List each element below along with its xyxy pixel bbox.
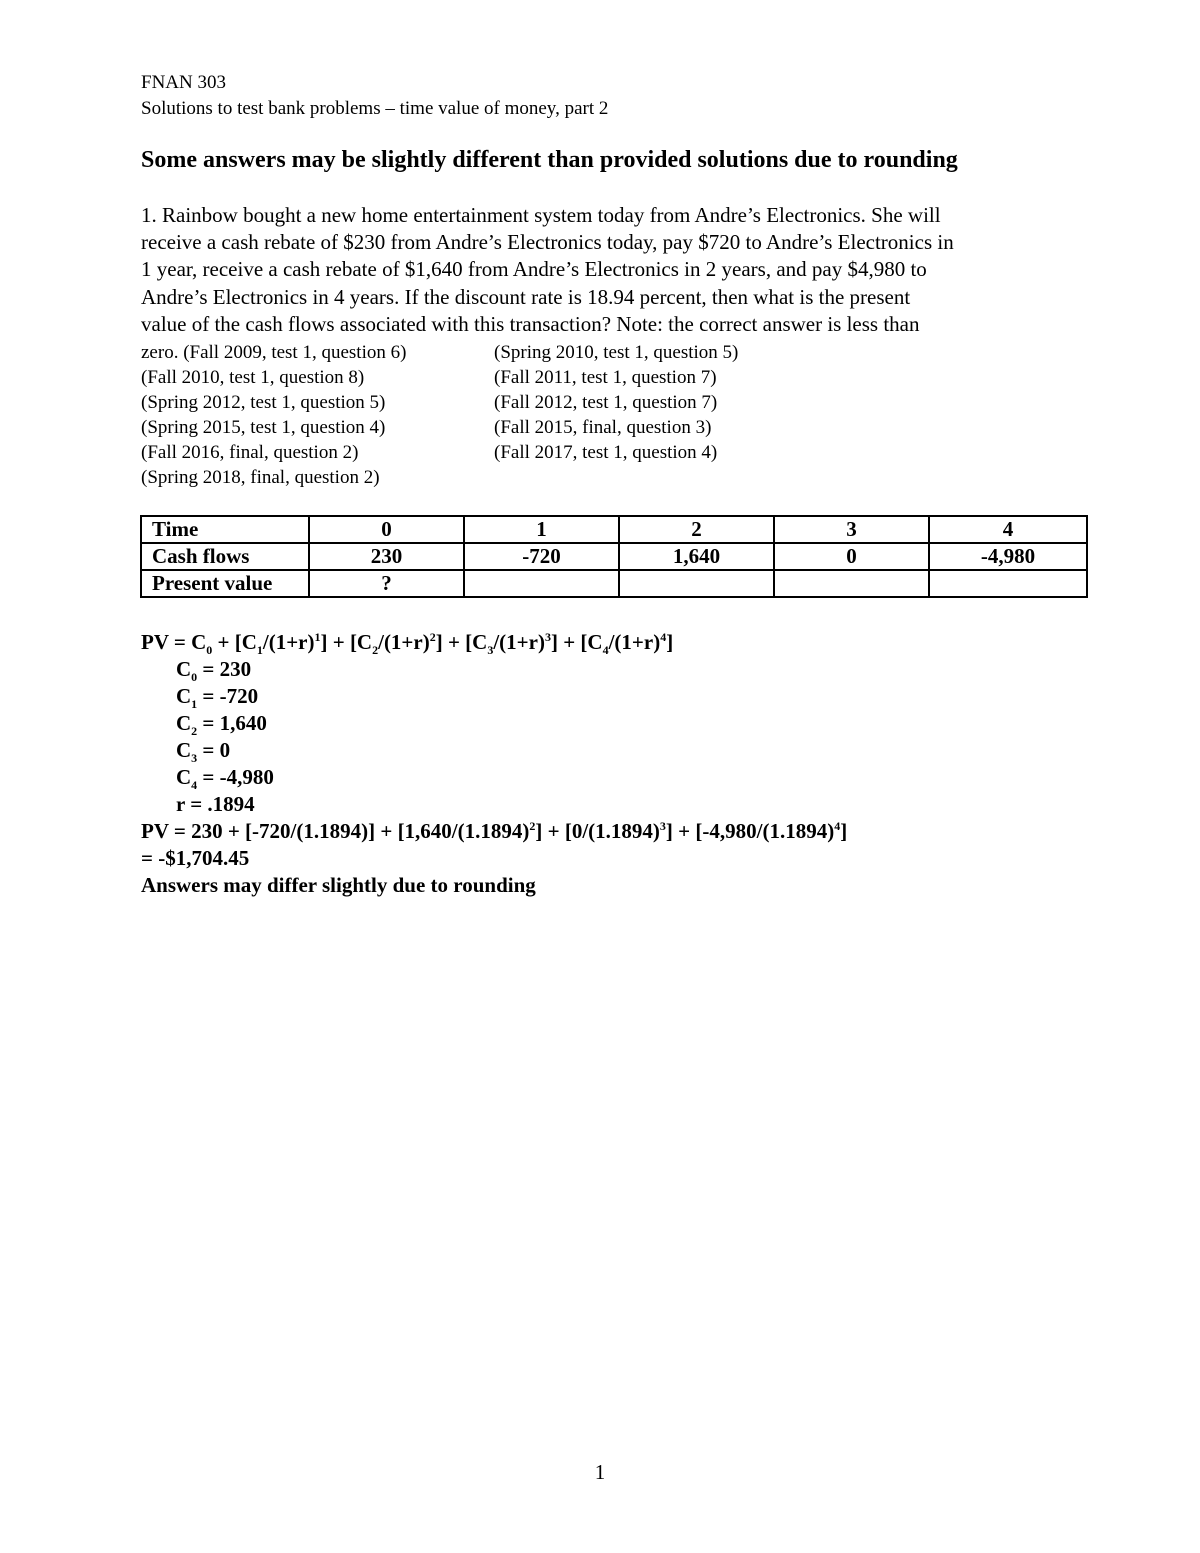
source-ref: (Fall 2016, final, question 2) xyxy=(141,442,359,463)
table-cell: 1 xyxy=(464,516,619,543)
table-cell: 4 xyxy=(929,516,1087,543)
document-subtitle: Solutions to test bank problems – time value of money, part 2 xyxy=(141,98,609,119)
source-ref: (Spring 2015, test 1, question 4) xyxy=(141,417,386,438)
course-title: FNAN 303 xyxy=(141,72,226,93)
variable-line: $C_1 = -720$ xyxy=(176,684,259,712)
table-cell xyxy=(774,570,929,597)
source-ref: zero. (Fall 2009, test 1, question 6) xyxy=(141,342,407,363)
table-cell: 2 xyxy=(619,516,774,543)
variable-line: $C_3 = 0$ xyxy=(176,738,231,766)
table-row xyxy=(141,516,1087,543)
pv-formula: PV = $C_0 + [C_1/(1+r)^1] + [C_2/(1+r)^2] + [C_3/(1+r)^3] + [C_4/(1+r)^4]$ xyxy=(141,630,674,658)
table-cell xyxy=(464,570,619,597)
table-cell: 1,640 xyxy=(619,543,774,570)
cash-flow-table xyxy=(140,515,1088,598)
question-line: receive a cash rebate of $230 from Andre’s Electronics today, pay $720 to Andre’s Electronics in xyxy=(141,230,954,255)
rounding-footnote: Answers may differ slightly due to rounding xyxy=(141,873,536,897)
row-label: Present value xyxy=(141,570,309,597)
question-line: 1 year, receive a cash rebate of $1,640 from Andre’s Electronics in 2 years, and pay $4,980 to xyxy=(141,257,927,282)
table-row xyxy=(141,570,1087,597)
question-text xyxy=(141,202,1081,338)
table-cell: -720 xyxy=(464,543,619,570)
pv-result: = -$1,704.45 xyxy=(141,846,250,870)
source-ref: (Fall 2010, test 1, question 8) xyxy=(141,367,365,388)
table-cell: 3 xyxy=(774,516,929,543)
variable-line: $C_0 = 230$ xyxy=(176,657,252,685)
source-ref: (Spring 2018, final, question 2) xyxy=(141,467,380,488)
solution-calculation xyxy=(141,629,847,899)
table-cell: 230 xyxy=(309,543,464,570)
table-row xyxy=(141,543,1087,570)
source-ref: (Spring 2012, test 1, question 5) xyxy=(141,392,386,413)
row-label: Time xyxy=(141,516,309,543)
rate-line: r = .1894 xyxy=(176,792,255,816)
variable-line: $C_4 = -4,980$ xyxy=(176,765,274,793)
table-cell xyxy=(619,570,774,597)
source-ref: (Fall 2012, test 1, question 7) xyxy=(494,392,718,413)
question-line: 1. Rainbow bought a new home entertainment system today from Andre’s Electronics. She will xyxy=(141,203,941,227)
question-line: Andre’s Electronics in 4 years. If the discount rate is 18.94 percent, then what is the present xyxy=(141,284,911,309)
pv-computation: PV = $230 + [-720/(1.1894)] + [1,640/(1.1894)^2] + [0/(1.1894)^3] + [-4,980/(1.1894)^4]$ xyxy=(141,819,848,843)
variable-line: $C_2 = 1,640$ xyxy=(176,711,267,739)
table-cell xyxy=(929,570,1087,597)
row-label: Cash flows xyxy=(141,543,309,570)
rounding-notice: Some answers may be slightly different than provided solutions due to rounding xyxy=(141,147,958,173)
source-ref: (Spring 2010, test 1, question 5) xyxy=(494,342,739,363)
source-ref: (Fall 2017, test 1, question 4) xyxy=(494,442,718,463)
table-cell: ? xyxy=(309,570,464,597)
table-cell: -4,980 xyxy=(929,543,1087,570)
source-ref: (Fall 2015, final, question 3) xyxy=(494,417,712,438)
table-cell: 0 xyxy=(309,516,464,543)
source-ref: (Fall 2011, test 1, question 7) xyxy=(494,367,717,388)
page-number: 1 xyxy=(594,1460,606,1484)
table-cell: 0 xyxy=(774,543,929,570)
question-line: value of the cash flows associated with this transaction? Note: the correct answer is less than xyxy=(141,311,920,336)
